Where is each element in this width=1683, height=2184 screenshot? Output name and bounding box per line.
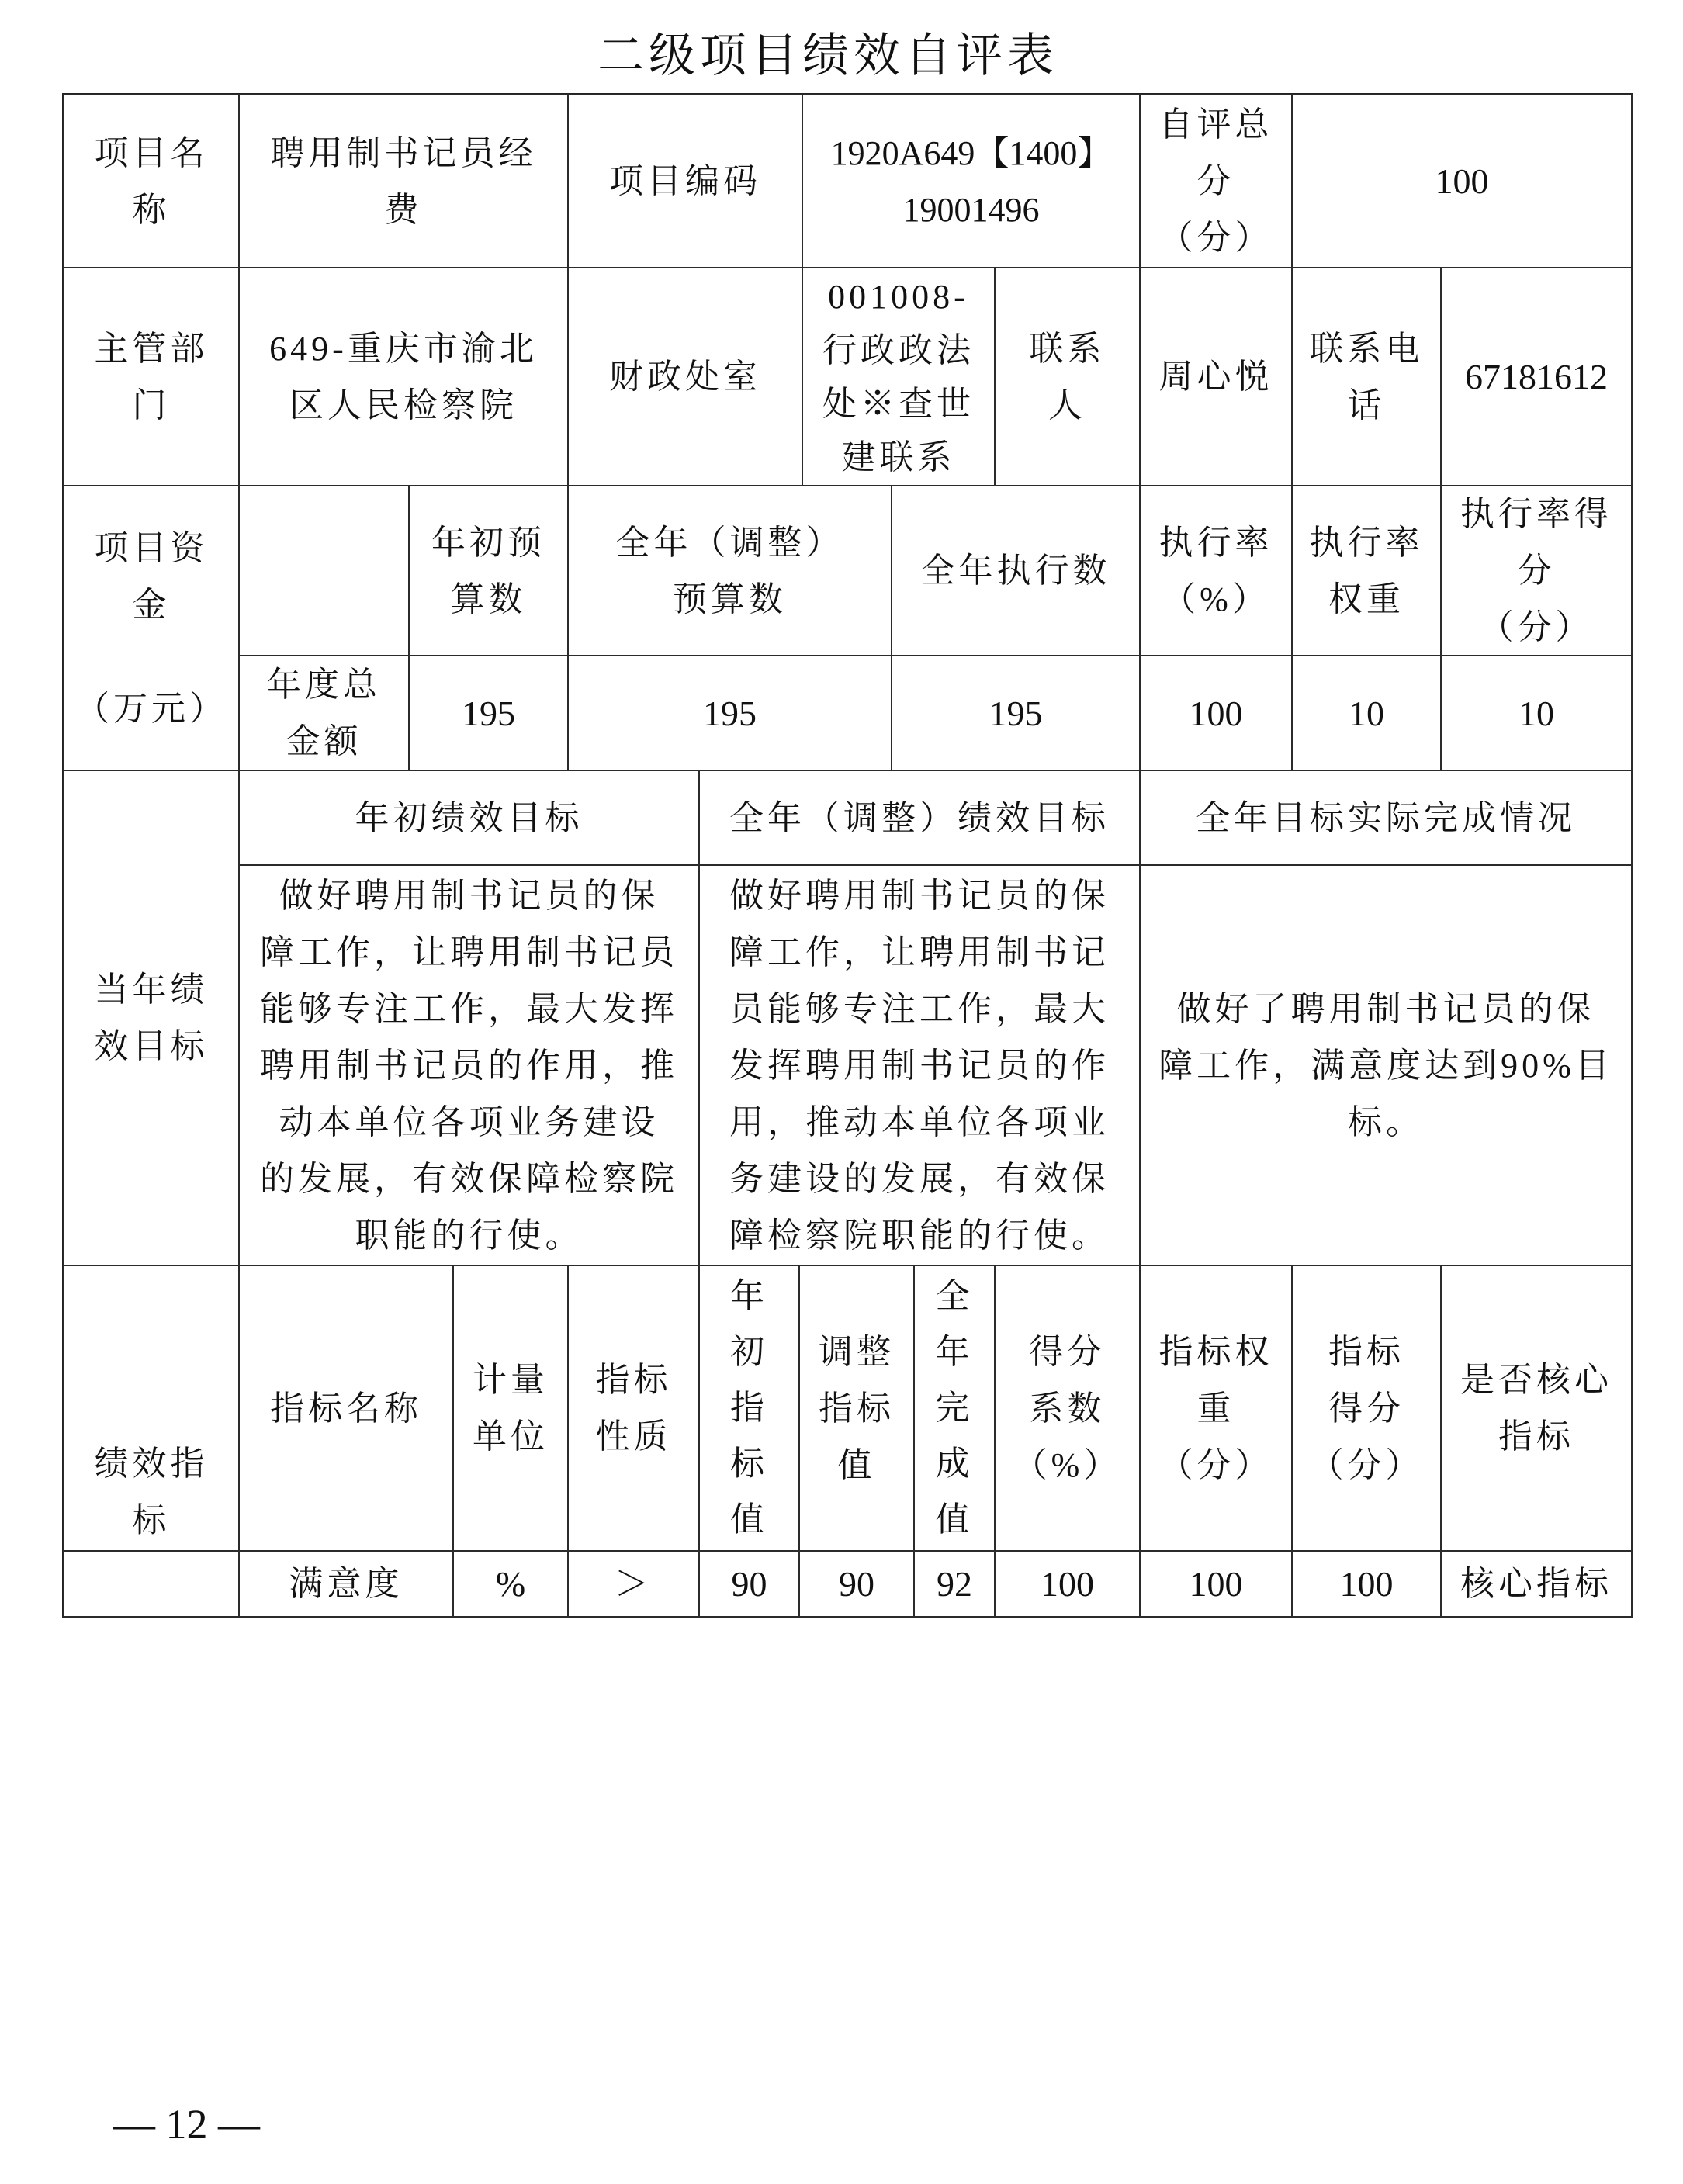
indicator-nature [567, 1550, 700, 1618]
funds-header-blank [238, 485, 410, 656]
cell-value: % [495, 1564, 526, 1604]
cell-value: 90 [839, 1564, 874, 1604]
value-line: 处※查世 [822, 384, 975, 423]
funds-total-label [238, 655, 410, 771]
value-line: 1920A649【1400】 [830, 133, 1112, 172]
office-label [567, 267, 803, 486]
value: 195 [989, 693, 1043, 733]
contact-label [994, 267, 1141, 486]
label-line: （分） [1158, 219, 1273, 257]
header-line: （分） [1479, 608, 1594, 646]
header-line: 预算数 [673, 580, 787, 618]
header-line: 值 [935, 1500, 974, 1538]
header-line: 是否核心 [1460, 1361, 1612, 1399]
header-line: 分 [1517, 552, 1556, 590]
indicator-actual-value [913, 1550, 996, 1618]
indicator-header-score [1291, 1265, 1442, 1552]
text-line: 职能的行使。 [355, 1216, 584, 1255]
text-line: 做好聘用制书记员的保 [279, 876, 660, 915]
indicator-header-actual-value [913, 1265, 996, 1552]
value: 195 [462, 693, 515, 733]
office-value [802, 267, 996, 486]
header-line: 权重 [1328, 580, 1404, 618]
indicator-unit [452, 1550, 569, 1618]
header-line: （分） [1158, 1445, 1273, 1484]
cell-value: 核心指标 [1460, 1565, 1612, 1603]
funds-unit: （万元） [75, 690, 227, 728]
header-line: 完 [935, 1389, 974, 1427]
header-line: 标 [730, 1445, 768, 1483]
label-line: 分 [1196, 162, 1235, 200]
text-line: 障检察院职能的行使。 [729, 1216, 1110, 1255]
indicator-is-core [1440, 1550, 1633, 1618]
funds-header-initial-budget [408, 485, 569, 656]
page-title: 二级项目绩效自评表 [597, 30, 1058, 81]
cell-value: 92 [937, 1564, 972, 1604]
text-line: 障工作，让聘用制书记 [729, 933, 1110, 971]
goals-header-adjusted [698, 770, 1141, 866]
header-line: （%） [1013, 1445, 1122, 1484]
indicator-score [1291, 1550, 1442, 1618]
text-line: 发挥聘用制书记员的作 [729, 1046, 1110, 1085]
header-line: 年 [935, 1333, 974, 1371]
label-line: 主管部 [94, 329, 209, 368]
indicator-header-coefficient [994, 1265, 1141, 1552]
project-code-label [567, 94, 803, 268]
label-line: 人 [1048, 386, 1086, 424]
text-line: 标。 [1348, 1102, 1424, 1141]
header-line: 全年（调整） [615, 523, 844, 562]
total-score-value [1291, 94, 1633, 268]
funds-header-adjusted-budget [567, 485, 892, 656]
header-line: 系数 [1029, 1389, 1106, 1428]
header-line: 性质 [595, 1417, 672, 1455]
header-line: （%） [1162, 580, 1270, 618]
header-line: 指 [730, 1389, 768, 1427]
header-line: 指标 [1328, 1332, 1404, 1371]
label-line: 金 [132, 586, 171, 624]
value-line: 费 [384, 190, 423, 229]
header-line: 执行率 [1158, 523, 1273, 562]
header-line: （分） [1309, 1445, 1424, 1484]
goals-header-actual [1139, 770, 1633, 866]
label-line: 项目名 [94, 133, 209, 172]
funds-header-rate-weight [1291, 485, 1442, 656]
header-line: 全年执行数 [920, 552, 1111, 590]
indicator-name [238, 1550, 454, 1618]
header-line: 算数 [450, 580, 527, 618]
value-line: 100 [1435, 161, 1489, 201]
funds-header-executed [891, 485, 1141, 656]
header-line: 年初预 [431, 523, 545, 562]
header-line: 指标 [819, 1389, 895, 1428]
goals-label [63, 770, 240, 1266]
text-line: 员能够专注工作，最大 [729, 989, 1110, 1028]
value: 10 [1349, 693, 1384, 733]
header-line: 执行率 [1309, 523, 1424, 562]
indicator-row-blank [63, 1550, 240, 1618]
text-line: 的发展，有效保障检察院 [260, 1159, 678, 1198]
text-line: 聘用制书记员的作用，推 [260, 1046, 678, 1085]
label-line: 财政处室 [609, 358, 761, 396]
label-line: 自评总 [1158, 106, 1273, 144]
header-line: 得分 [1029, 1332, 1106, 1371]
header-line: 值 [730, 1500, 768, 1538]
funds-total-rate-score [1440, 655, 1633, 771]
goals-adjusted-text [698, 864, 1141, 1266]
indicator-header-adjusted-value [798, 1265, 915, 1552]
label-line: 项目编码 [609, 162, 761, 200]
value-line: 001008- [828, 277, 969, 316]
header-line: 成 [935, 1445, 974, 1483]
value-line: 建联系 [841, 438, 956, 476]
header-line: 年 [730, 1277, 768, 1315]
cell-value: 满意度 [289, 1565, 403, 1603]
indicator-initial-value [698, 1550, 800, 1618]
value-line: 649-重庆市渝北 [269, 329, 538, 368]
goals-header-initial [238, 770, 700, 866]
value-line: 67181612 [1465, 357, 1608, 396]
contact-value [1139, 267, 1293, 486]
department-label [63, 267, 240, 486]
value-line: 周心悦 [1158, 358, 1273, 396]
value: 100 [1189, 693, 1243, 733]
funds-total-rate-weight [1291, 655, 1442, 771]
funds-total-execution-rate [1139, 655, 1293, 771]
funds-total-initial-budget [408, 655, 569, 771]
indicator-header-nature [567, 1265, 700, 1552]
funds-header-execution-rate [1139, 485, 1293, 656]
label-line: 效目标 [94, 1027, 209, 1065]
project-code-value [802, 94, 1141, 268]
header-line: 调整 [819, 1332, 895, 1371]
label-line: 项目资 [94, 529, 209, 567]
label-line: 联系 [1029, 329, 1106, 368]
indicators-label [63, 1265, 240, 1552]
indicator-weight [1139, 1550, 1293, 1618]
label-line: 话 [1347, 386, 1386, 424]
text-line: 务建设的发展，有效保 [729, 1159, 1110, 1198]
header-line: 初 [730, 1333, 768, 1371]
header-line: 执行率得 [1460, 495, 1612, 533]
text-line: 动本单位各项业务建设 [279, 1102, 660, 1141]
indicator-header-weight [1139, 1265, 1293, 1552]
department-value [238, 267, 569, 486]
text-line: 能够专注工作，最大发挥 [260, 989, 678, 1028]
indicator-header-unit [452, 1265, 569, 1552]
header-line: 计量 [473, 1361, 549, 1399]
header-line: 得分 [1328, 1389, 1404, 1428]
value-line: 聘用制书记员经 [270, 133, 537, 172]
indicator-header-is-core [1440, 1265, 1633, 1552]
cell-value: 100 [1189, 1564, 1243, 1604]
text-line: 做好了聘用制书记员的保 [1176, 989, 1595, 1028]
header-line: 指标权 [1158, 1332, 1273, 1371]
value: 10 [1519, 693, 1554, 733]
label-line: 绩效指 [94, 1445, 209, 1483]
label-line: 标 [132, 1501, 171, 1539]
label-line: 金额 [286, 722, 362, 760]
project-name-label [63, 94, 240, 268]
indicator-coefficient [994, 1550, 1141, 1618]
cell-value: 100 [1339, 1564, 1394, 1604]
header-line: 值 [837, 1445, 876, 1484]
funds-label [63, 485, 240, 771]
indicator-header-initial-value [698, 1265, 800, 1552]
cell-value: 100 [1041, 1564, 1094, 1604]
project-name-value [238, 94, 569, 268]
value-line: 行政政法 [822, 331, 975, 369]
header-line: 全年目标实际完成情况 [1196, 798, 1576, 837]
funds-total-executed [891, 655, 1141, 771]
label-line: 当年绩 [94, 971, 209, 1009]
header-line: 指标 [1498, 1417, 1574, 1455]
text-line: 做好聘用制书记员的保 [729, 876, 1110, 915]
text-line: 障工作，满意度达到90%目 [1158, 1046, 1613, 1085]
phone-label [1291, 267, 1442, 486]
funds-total-adjusted-budget [567, 655, 892, 771]
value-line: 区人民检察院 [289, 386, 518, 424]
text-line: 用，推动本单位各项业 [729, 1102, 1110, 1141]
header-line: 单位 [473, 1417, 549, 1455]
header-line: 全 [935, 1277, 974, 1315]
label-line: 称 [132, 190, 171, 229]
page-number: — 12 — [113, 2101, 260, 2148]
phone-value [1440, 267, 1633, 486]
label-line: 门 [132, 386, 171, 424]
header-line: 年初绩效目标 [355, 798, 584, 837]
indicator-header-name [238, 1265, 454, 1552]
header-line: 指标 [595, 1361, 672, 1399]
total-score-label [1139, 94, 1293, 268]
goals-initial-text [238, 864, 700, 1266]
label-line: 年度总 [267, 666, 381, 704]
header-line: 指标名称 [270, 1389, 422, 1428]
goals-actual-text [1139, 864, 1633, 1266]
value: 195 [703, 693, 757, 733]
label-line: 联系电 [1309, 329, 1424, 368]
indicator-adjusted-value [798, 1550, 915, 1618]
header-line: 全年（调整）绩效目标 [729, 798, 1110, 837]
cell-value: ＞ [615, 1565, 653, 1603]
value-line: 19001496 [902, 190, 1040, 229]
funds-header-rate-score [1440, 485, 1633, 656]
header-line: 重 [1196, 1389, 1235, 1428]
text-line: 障工作，让聘用制书记员 [260, 933, 678, 971]
cell-value: 90 [731, 1564, 767, 1604]
